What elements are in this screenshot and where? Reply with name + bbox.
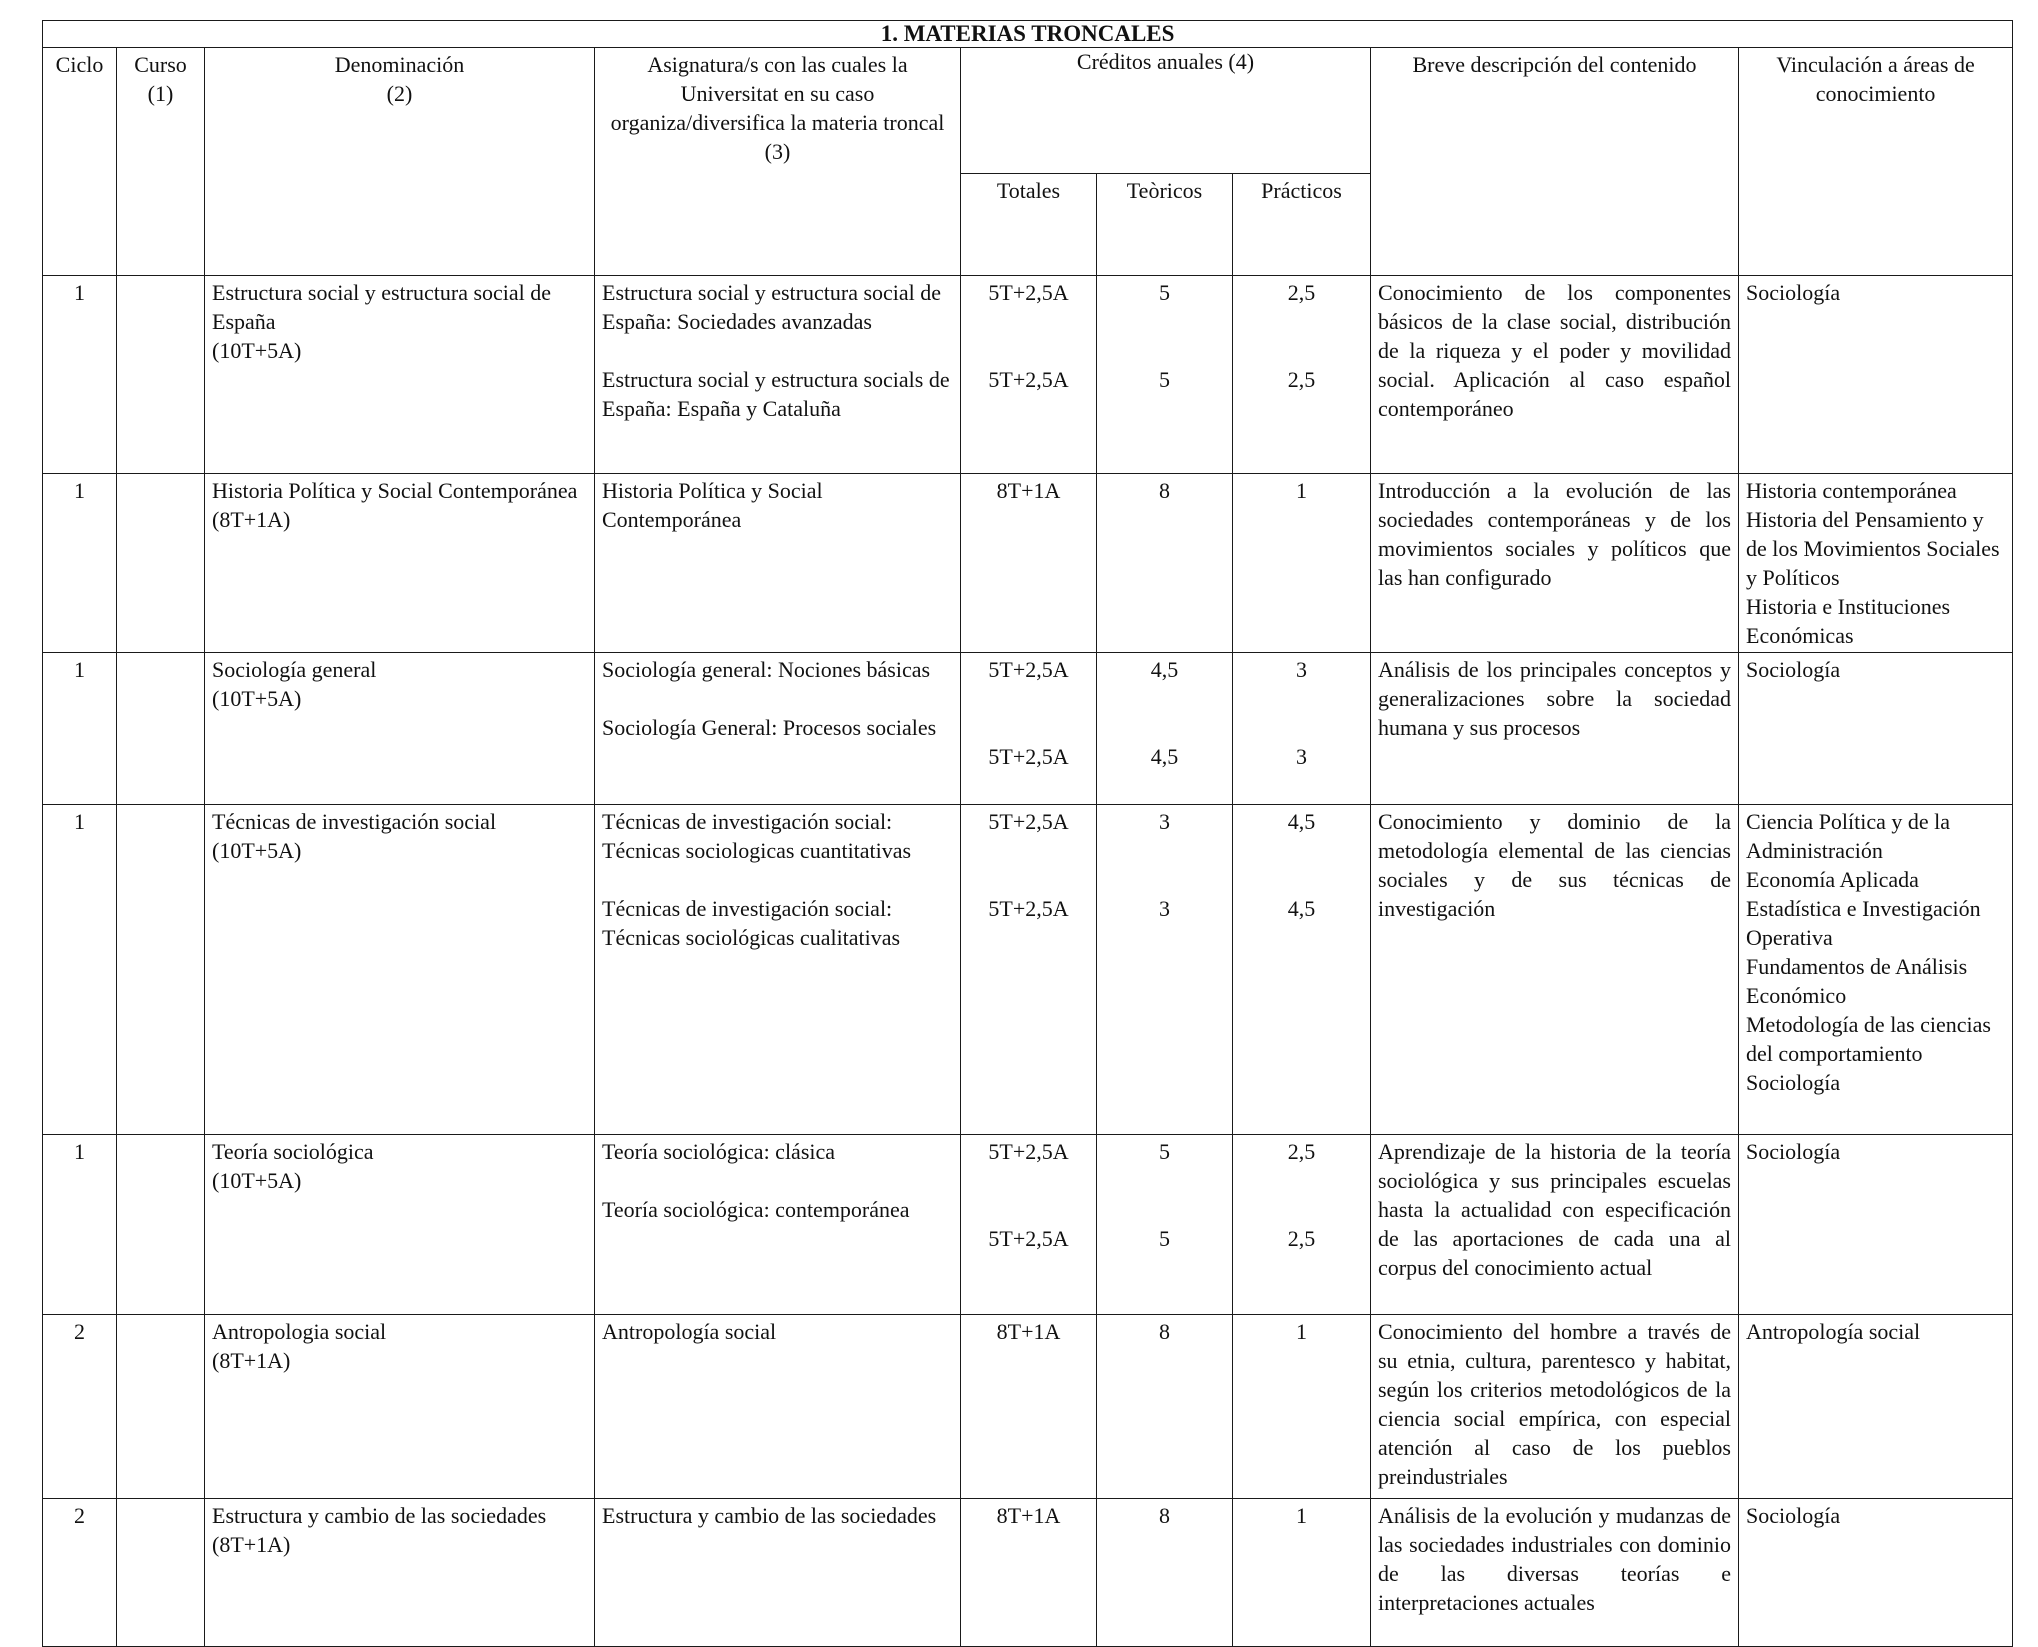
header-creditos: Créditos anuales (4) bbox=[961, 48, 1371, 174]
creditos-practicos-cell bbox=[1233, 653, 1371, 805]
denominacion-cell: Historia Política y Social Contemporánea (8T+1A) bbox=[205, 474, 595, 653]
creditos-totales: 5T+2,5A bbox=[988, 809, 1069, 834]
asignatura-name: Sociología general: Nociones básicas bbox=[602, 657, 931, 682]
table-title: 1. MATERIAS TRONCALES bbox=[43, 21, 2013, 48]
asignatura-name-cell bbox=[595, 276, 961, 474]
creditos-teoricos: 3 bbox=[1159, 896, 1170, 921]
creditos-practicos-cell bbox=[1233, 1499, 1371, 1647]
curso-cell bbox=[117, 805, 205, 1135]
ciclo-cell: 1 bbox=[43, 474, 117, 653]
creditos-teoricos: 5 bbox=[1159, 1139, 1170, 1164]
creditos-practicos-cell bbox=[1233, 805, 1371, 1135]
materias-troncales-table bbox=[42, 20, 2013, 1647]
creditos-practicos: 4,5 bbox=[1287, 896, 1316, 921]
creditos-totales-cell bbox=[961, 805, 1097, 1135]
header-denominacion: Denominación (2) bbox=[205, 48, 595, 276]
denominacion-cell: Técnicas de investigación social (10T+5A) bbox=[205, 805, 595, 1135]
creditos-totales-cell bbox=[961, 1499, 1097, 1647]
header-teoricos: Teòricos bbox=[1097, 174, 1233, 276]
table-row bbox=[43, 276, 2013, 474]
ciclo-cell: 1 bbox=[43, 1135, 117, 1315]
creditos-teoricos-cell bbox=[1097, 1499, 1233, 1647]
creditos-teoricos: 8 bbox=[1159, 1319, 1170, 1344]
vinculacion-cell: Antropología social bbox=[1739, 1315, 2013, 1499]
denominacion-cell: Teoría sociológica (10T+5A) bbox=[205, 1135, 595, 1315]
header-totales: Totales bbox=[961, 174, 1097, 276]
descripcion-cell: Conocimiento y dominio de la metodología elemental de las ciencias sociales y de sus técnicas de investigación bbox=[1371, 805, 1739, 1135]
ciclo-cell: 1 bbox=[43, 653, 117, 805]
ciclo-cell: 2 bbox=[43, 1499, 117, 1647]
creditos-totales: 8T+1A bbox=[996, 1319, 1061, 1344]
creditos-totales: 8T+1A bbox=[996, 1503, 1061, 1528]
asignatura-name: Historia Política y Social Contemporánea bbox=[602, 478, 823, 532]
asignatura-name-cell bbox=[595, 1135, 961, 1315]
ciclo-cell: 1 bbox=[43, 805, 117, 1135]
header-practicos: Prácticos bbox=[1233, 174, 1371, 276]
table-row bbox=[43, 1315, 2013, 1499]
descripcion-cell: Análisis de los principales conceptos y generalizaciones sobre la sociedad humana y sus procesos bbox=[1371, 653, 1739, 805]
creditos-practicos-cell bbox=[1233, 276, 1371, 474]
creditos-totales-cell bbox=[961, 1315, 1097, 1499]
creditos-totales: 8T+1A bbox=[996, 478, 1061, 503]
ciclo-cell: 1 bbox=[43, 276, 117, 474]
asignatura-name-cell bbox=[595, 1315, 961, 1499]
creditos-totales-cell bbox=[961, 474, 1097, 653]
vinculacion-cell: Historia contemporánea Historia del Pensamiento y de los Movimientos Sociales y Políticos Historia e Instituciones Económicas bbox=[1739, 474, 2013, 653]
creditos-practicos-cell bbox=[1233, 474, 1371, 653]
curso-cell bbox=[117, 474, 205, 653]
table-row bbox=[43, 1135, 2013, 1315]
creditos-teoricos-cell bbox=[1097, 1315, 1233, 1499]
descripcion-cell: Conocimiento de los componentes básicos de la clase social, distribución de la riqueza y el poder y movilidad social. Aplicación al caso español contemporáneo bbox=[1371, 276, 1739, 474]
asignatura-name-cell bbox=[595, 805, 961, 1135]
asignatura-name: Estructura social y estructura socials de España: España y Cataluña bbox=[602, 367, 950, 421]
creditos-totales: 5T+2,5A bbox=[988, 280, 1069, 305]
creditos-teoricos: 8 bbox=[1159, 1503, 1170, 1528]
creditos-totales: 5T+2,5A bbox=[988, 896, 1069, 921]
asignatura-name: Estructura y cambio de las sociedades bbox=[602, 1503, 937, 1528]
table-body bbox=[43, 276, 2013, 1647]
creditos-totales-cell bbox=[961, 1135, 1097, 1315]
creditos-teoricos: 3 bbox=[1159, 809, 1170, 834]
creditos-practicos: 2,5 bbox=[1287, 280, 1316, 305]
creditos-teoricos: 5 bbox=[1159, 367, 1170, 392]
header-curso: Curso (1) bbox=[117, 48, 205, 276]
table-row bbox=[43, 653, 2013, 805]
table-row bbox=[43, 474, 2013, 653]
creditos-teoricos: 4,5 bbox=[1150, 657, 1179, 682]
creditos-practicos: 3 bbox=[1296, 744, 1307, 769]
curso-cell bbox=[117, 1315, 205, 1499]
creditos-teoricos: 8 bbox=[1159, 478, 1170, 503]
creditos-practicos: 2,5 bbox=[1287, 1139, 1316, 1164]
creditos-practicos-cell bbox=[1233, 1315, 1371, 1499]
denominacion-cell: Antropologia social (8T+1A) bbox=[205, 1315, 595, 1499]
descripcion-cell: Conocimiento del hombre a través de su etnia, cultura, parentesco y habitat, según los criterios metodológicos de la ciencia social empírica, con especial atención al caso de los pueblos preindustriales bbox=[1371, 1315, 1739, 1499]
curso-cell bbox=[117, 1499, 205, 1647]
header-vinculacion: Vinculación a áreas de conocimiento bbox=[1739, 48, 2013, 276]
denominacion-cell: Sociología general (10T+5A) bbox=[205, 653, 595, 805]
curso-cell bbox=[117, 276, 205, 474]
table-row bbox=[43, 805, 2013, 1135]
ciclo-cell: 2 bbox=[43, 1315, 117, 1499]
descripcion-cell: Introducción a la evolución de las sociedades contemporáneas y de los movimientos sociales y políticos que las han configurado bbox=[1371, 474, 1739, 653]
creditos-totales: 5T+2,5A bbox=[988, 1226, 1069, 1251]
asignatura-name-cell bbox=[595, 1499, 961, 1647]
asignatura-name: Teoría sociológica: clásica bbox=[602, 1139, 836, 1164]
asignatura-name: Técnicas de investigación social: Técnicas sociologicas cuantitativas bbox=[602, 809, 912, 863]
creditos-practicos-cell bbox=[1233, 1135, 1371, 1315]
creditos-practicos: 1 bbox=[1296, 1319, 1307, 1344]
creditos-totales: 5T+2,5A bbox=[988, 657, 1069, 682]
table-row bbox=[43, 1499, 2013, 1647]
vinculacion-cell: Sociología bbox=[1739, 653, 2013, 805]
curso-cell bbox=[117, 653, 205, 805]
creditos-teoricos-cell bbox=[1097, 276, 1233, 474]
creditos-totales: 5T+2,5A bbox=[988, 367, 1069, 392]
creditos-practicos: 2,5 bbox=[1287, 367, 1316, 392]
denominacion-cell: Estructura y cambio de las sociedades (8T+1A) bbox=[205, 1499, 595, 1647]
creditos-practicos: 3 bbox=[1296, 657, 1307, 682]
descripcion-cell: Análisis de la evolución y mudanzas de las sociedades industriales con dominio de las diversas teorías e interpretaciones actuales bbox=[1371, 1499, 1739, 1647]
denominacion-cell: Estructura social y estructura social de España (10T+5A) bbox=[205, 276, 595, 474]
vinculacion-cell: Ciencia Política y de la Administración Economía Aplicada Estadística e Investigación Operativa Fundamentos de Análisis Económico Metodología de las ciencias del comportamiento Sociología bbox=[1739, 805, 2013, 1135]
creditos-totales: 5T+2,5A bbox=[988, 744, 1069, 769]
header-asignaturas: Asignatura/s con las cuales la Universitat en su caso organiza/diversifica la materia troncal (3) bbox=[595, 48, 961, 276]
descripcion-cell: Aprendizaje de la historia de la teoría sociológica y sus principales escuelas hasta la actualidad con especificación de las aportaciones de cada una al corpus del conocimiento actual bbox=[1371, 1135, 1739, 1315]
creditos-totales: 5T+2,5A bbox=[988, 1139, 1069, 1164]
creditos-teoricos: 5 bbox=[1159, 280, 1170, 305]
creditos-teoricos-cell bbox=[1097, 474, 1233, 653]
creditos-practicos: 4,5 bbox=[1287, 809, 1316, 834]
creditos-totales-cell bbox=[961, 276, 1097, 474]
creditos-teoricos-cell bbox=[1097, 1135, 1233, 1315]
asignatura-name: Sociología General: Procesos sociales bbox=[602, 715, 937, 740]
asignatura-name: Técnicas de investigación social: Técnicas sociológicas cualitativas bbox=[602, 896, 901, 950]
asignatura-name: Antropología social bbox=[602, 1319, 777, 1344]
header-descripcion: Breve descripción del contenido bbox=[1371, 48, 1739, 276]
creditos-practicos: 2,5 bbox=[1287, 1226, 1316, 1251]
creditos-practicos: 1 bbox=[1296, 478, 1307, 503]
asignatura-name-cell bbox=[595, 474, 961, 653]
vinculacion-cell: Sociología bbox=[1739, 1499, 2013, 1647]
asignatura-name: Teoría sociológica: contemporánea bbox=[602, 1197, 910, 1222]
curso-cell bbox=[117, 1135, 205, 1315]
creditos-teoricos: 4,5 bbox=[1150, 744, 1179, 769]
creditos-teoricos-cell bbox=[1097, 805, 1233, 1135]
creditos-practicos: 1 bbox=[1296, 1503, 1307, 1528]
header-ciclo: Ciclo bbox=[43, 48, 117, 276]
vinculacion-cell: Sociología bbox=[1739, 276, 2013, 474]
asignatura-name-cell bbox=[595, 653, 961, 805]
asignatura-name: Estructura social y estructura social de España: Sociedades avanzadas bbox=[602, 280, 942, 334]
vinculacion-cell: Sociología bbox=[1739, 1135, 2013, 1315]
creditos-teoricos: 5 bbox=[1159, 1226, 1170, 1251]
creditos-teoricos-cell bbox=[1097, 653, 1233, 805]
creditos-totales-cell bbox=[961, 653, 1097, 805]
